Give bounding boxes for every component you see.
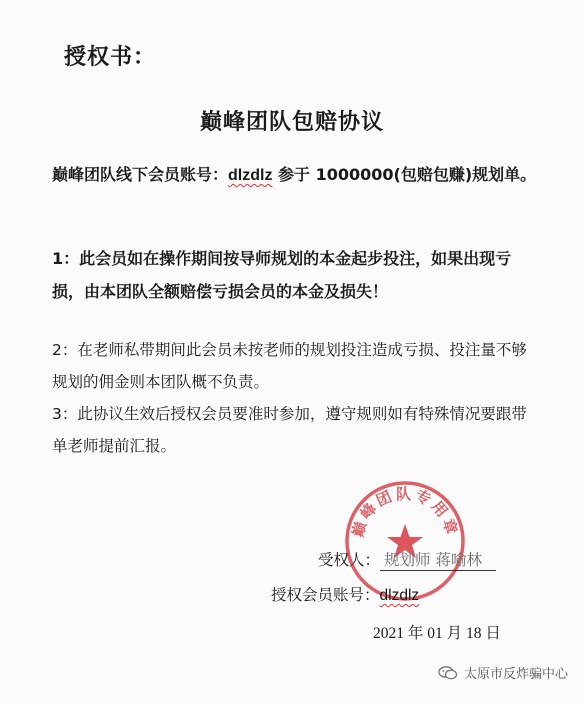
source-watermark: [438, 663, 568, 682]
signing-date: 2021 年 01 月 18 日: [373, 625, 501, 642]
member-account-value: dlzdlz: [228, 167, 273, 184]
authorized-account-label: 授权会员账号：: [271, 586, 380, 604]
clause-1: 1：此会员如在操作期间按导师规划的本金起步投注，如果出现亏损，由本团队全额赔偿亏损会员的本金及损失！: [52, 249, 512, 301]
seal-text: 巅峰团队专用章: [348, 484, 462, 540]
authorized-account-value: dlzdlz: [379, 587, 420, 604]
authorized-person-label: 受权人：: [318, 551, 381, 569]
agreement-title: 巅峰团队包赔协议: [199, 110, 384, 135]
document-heading: 授权书：: [64, 45, 157, 70]
plan-description: 参于 1000000(包赔包赚)规划单。: [278, 165, 537, 184]
wechat-icon: [438, 666, 458, 680]
authorized-person-name: 规划师 蒋喻林: [380, 548, 496, 571]
member-account-label: 巅峰团队线下会员账号：: [52, 165, 229, 184]
authorized-account-row: [271, 583, 419, 605]
authorized-person-row: [318, 548, 496, 571]
member-account-paragraph: [52, 158, 542, 192]
watermark-text: 太原市反炸骗中心: [463, 667, 568, 682]
clause-3: 3：此协议生效后授权会员要准时参加，遵守规则如有特殊情况要跟带单老师提前汇报。: [52, 405, 527, 455]
clause-2: 2：在老师私带期间此会员未按老师的规划投注造成亏损、投注量不够规划的佣金则本团队概不负责。: [52, 341, 527, 391]
